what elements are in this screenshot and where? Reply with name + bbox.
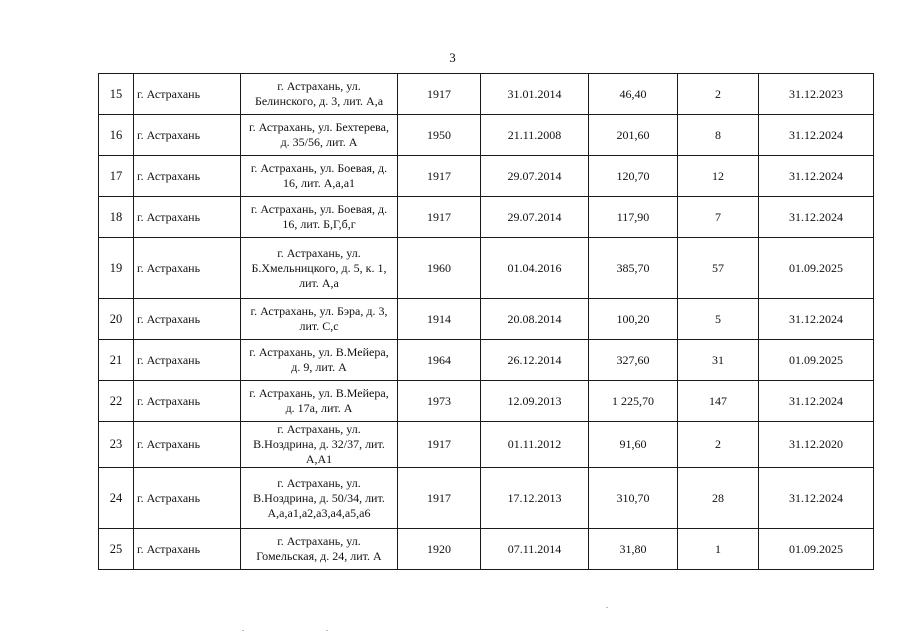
row-number-cell: 16 xyxy=(99,115,134,156)
area-cell: 31,80 xyxy=(589,529,678,570)
year-cell: 1917 xyxy=(398,156,481,197)
deadline-cell: 31.12.2024 xyxy=(759,468,874,529)
address-cell xyxy=(241,238,398,299)
city-cell: г. Астрахань xyxy=(134,340,241,381)
address-cell xyxy=(241,340,398,381)
row-number-cell: 18 xyxy=(99,197,134,238)
area-cell: 120,70 xyxy=(589,156,678,197)
city-cell: г. Астрахань xyxy=(134,156,241,197)
address-cell xyxy=(241,299,398,340)
address-cell xyxy=(241,422,398,468)
page-number: 3 xyxy=(449,50,456,65)
address-line: г. Астрахань, ул. Бэра, д. 3, xyxy=(250,304,388,318)
row-number-cell: 21 xyxy=(99,340,134,381)
address-line: Гомельская, д. 24, лит. А xyxy=(256,549,382,563)
row-number-cell: 22 xyxy=(99,381,134,422)
units-cell: 2 xyxy=(678,422,759,468)
deadline-cell: 31.12.2024 xyxy=(759,197,874,238)
deadline-cell: 01.09.2025 xyxy=(759,529,874,570)
table-row xyxy=(99,529,874,570)
table-row xyxy=(99,381,874,422)
address-line: В.Ноздрина, д. 32/37, лит. xyxy=(253,437,385,451)
table-body xyxy=(99,74,874,570)
city-cell: г. Астрахань xyxy=(134,299,241,340)
year-cell: 1920 xyxy=(398,529,481,570)
year-cell: 1914 xyxy=(398,299,481,340)
units-cell: 12 xyxy=(678,156,759,197)
row-number-cell: 20 xyxy=(99,299,134,340)
row-number-cell: 24 xyxy=(99,468,134,529)
area-cell: 46,40 xyxy=(589,74,678,115)
area-cell: 201,60 xyxy=(589,115,678,156)
deadline-cell: 31.12.2023 xyxy=(759,74,874,115)
table-row xyxy=(99,468,874,529)
address-line: лит. А,а xyxy=(299,275,339,290)
city-cell: г. Астрахань xyxy=(134,74,241,115)
date-cell: 17.12.2013 xyxy=(481,468,589,529)
deadline-cell: 31.12.2020 xyxy=(759,422,874,468)
address-cell xyxy=(241,115,398,156)
area-cell: 385,70 xyxy=(589,238,678,299)
year-cell: 1973 xyxy=(398,381,481,422)
address-line: г. Астрахань, ул. xyxy=(277,534,361,548)
address-line: г. Астрахань, ул. Бехтерева, xyxy=(249,120,389,134)
city-cell: г. Астрахань xyxy=(134,422,241,468)
address-line: 16, лит. Б,Г,б,г xyxy=(282,217,356,231)
address-line: А,а,а1,а2,а3,а4,а5,а6 xyxy=(267,505,371,520)
table-row xyxy=(99,422,874,468)
date-cell: 26.12.2014 xyxy=(481,340,589,381)
city-cell: г. Астрахань xyxy=(134,529,241,570)
date-cell: 20.08.2014 xyxy=(481,299,589,340)
address-line: д. 9, лит. А xyxy=(291,360,347,374)
address-line: 16, лит. А,а,а1 xyxy=(282,176,356,190)
row-number-cell: 23 xyxy=(99,422,134,468)
address-line: г. Астрахань, ул. Боевая, д. xyxy=(250,202,388,216)
table-row xyxy=(99,299,874,340)
city-cell: г. Астрахань xyxy=(134,468,241,529)
row-number-cell: 17 xyxy=(99,156,134,197)
city-cell: г. Астрахань xyxy=(134,115,241,156)
year-cell: 1917 xyxy=(398,74,481,115)
units-cell: 31 xyxy=(678,340,759,381)
table-row xyxy=(99,74,874,115)
city-cell: г. Астрахань xyxy=(134,197,241,238)
address-cell xyxy=(241,529,398,570)
area-cell: 100,20 xyxy=(589,299,678,340)
date-cell: 12.09.2013 xyxy=(481,381,589,422)
address-line: д. 35/56, лит. А xyxy=(280,135,358,149)
year-cell: 1960 xyxy=(398,238,481,299)
area-cell: 327,60 xyxy=(589,340,678,381)
year-cell: 1917 xyxy=(398,468,481,529)
address-line: Б.Хмельницкого, д. 5, к. 1, xyxy=(251,260,387,275)
area-cell: 91,60 xyxy=(589,422,678,468)
units-cell: 28 xyxy=(678,468,759,529)
housing-table xyxy=(98,73,874,570)
table-row xyxy=(99,340,874,381)
address-cell xyxy=(241,468,398,529)
units-cell: 147 xyxy=(678,381,759,422)
area-cell: 117,90 xyxy=(589,197,678,238)
date-cell: 07.11.2014 xyxy=(481,529,589,570)
row-number-cell: 15 xyxy=(99,74,134,115)
city-cell: г. Астрахань xyxy=(134,238,241,299)
units-cell: 1 xyxy=(678,529,759,570)
deadline-cell: 01.09.2025 xyxy=(759,238,874,299)
row-number-cell: 25 xyxy=(99,529,134,570)
date-cell: 31.01.2014 xyxy=(481,74,589,115)
address-cell xyxy=(241,381,398,422)
address-line: г. Астрахань, ул. В.Мейера, xyxy=(249,386,389,400)
address-line: г. Астрахань, ул. xyxy=(277,422,361,436)
row-number-cell: 19 xyxy=(99,238,134,299)
table-row xyxy=(99,197,874,238)
table-row xyxy=(99,115,874,156)
address-line: г. Астрахань, ул. В.Мейера, xyxy=(249,345,389,359)
address-line: А,А1 xyxy=(305,452,333,466)
year-cell: 1917 xyxy=(398,422,481,468)
scan-speck xyxy=(326,630,328,631)
deadline-cell: 31.12.2024 xyxy=(759,156,874,197)
table-row xyxy=(99,238,874,299)
year-cell: 1964 xyxy=(398,340,481,381)
address-line: д. 17а, лит. А xyxy=(285,401,353,415)
address-cell xyxy=(241,156,398,197)
address-cell xyxy=(241,74,398,115)
address-line: лит. С,с xyxy=(299,319,339,333)
units-cell: 2 xyxy=(678,74,759,115)
area-cell: 310,70 xyxy=(589,468,678,529)
area-cell: 1 225,70 xyxy=(589,381,678,422)
units-cell: 5 xyxy=(678,299,759,340)
table-row xyxy=(99,156,874,197)
units-cell: 8 xyxy=(678,115,759,156)
address-line: г. Астрахань, ул. Боевая, д. xyxy=(250,161,388,175)
year-cell: 1950 xyxy=(398,115,481,156)
deadline-cell: 01.09.2025 xyxy=(759,340,874,381)
units-cell: 7 xyxy=(678,197,759,238)
date-cell: 29.07.2014 xyxy=(481,197,589,238)
deadline-cell: 31.12.2024 xyxy=(759,381,874,422)
address-cell xyxy=(241,197,398,238)
date-cell: 21.11.2008 xyxy=(481,115,589,156)
date-cell: 29.07.2014 xyxy=(481,156,589,197)
deadline-cell: 31.12.2024 xyxy=(759,299,874,340)
city-cell: г. Астрахань xyxy=(134,381,241,422)
date-cell: 01.04.2016 xyxy=(481,238,589,299)
date-cell: 01.11.2012 xyxy=(481,422,589,468)
scan-speck xyxy=(242,630,244,631)
address-line: В.Ноздрина, д. 50/34, лит. xyxy=(253,490,385,505)
year-cell: 1917 xyxy=(398,197,481,238)
deadline-cell: 31.12.2024 xyxy=(759,115,874,156)
address-line: г. Астрахань, ул. xyxy=(277,475,361,490)
address-line: г. Астрахань, ул. xyxy=(277,245,361,260)
address-line: г. Астрахань, ул. xyxy=(277,79,361,93)
address-line: Белинского, д. 3, лит. А,а xyxy=(254,94,384,108)
units-cell: 57 xyxy=(678,238,759,299)
scan-speck xyxy=(606,607,608,608)
